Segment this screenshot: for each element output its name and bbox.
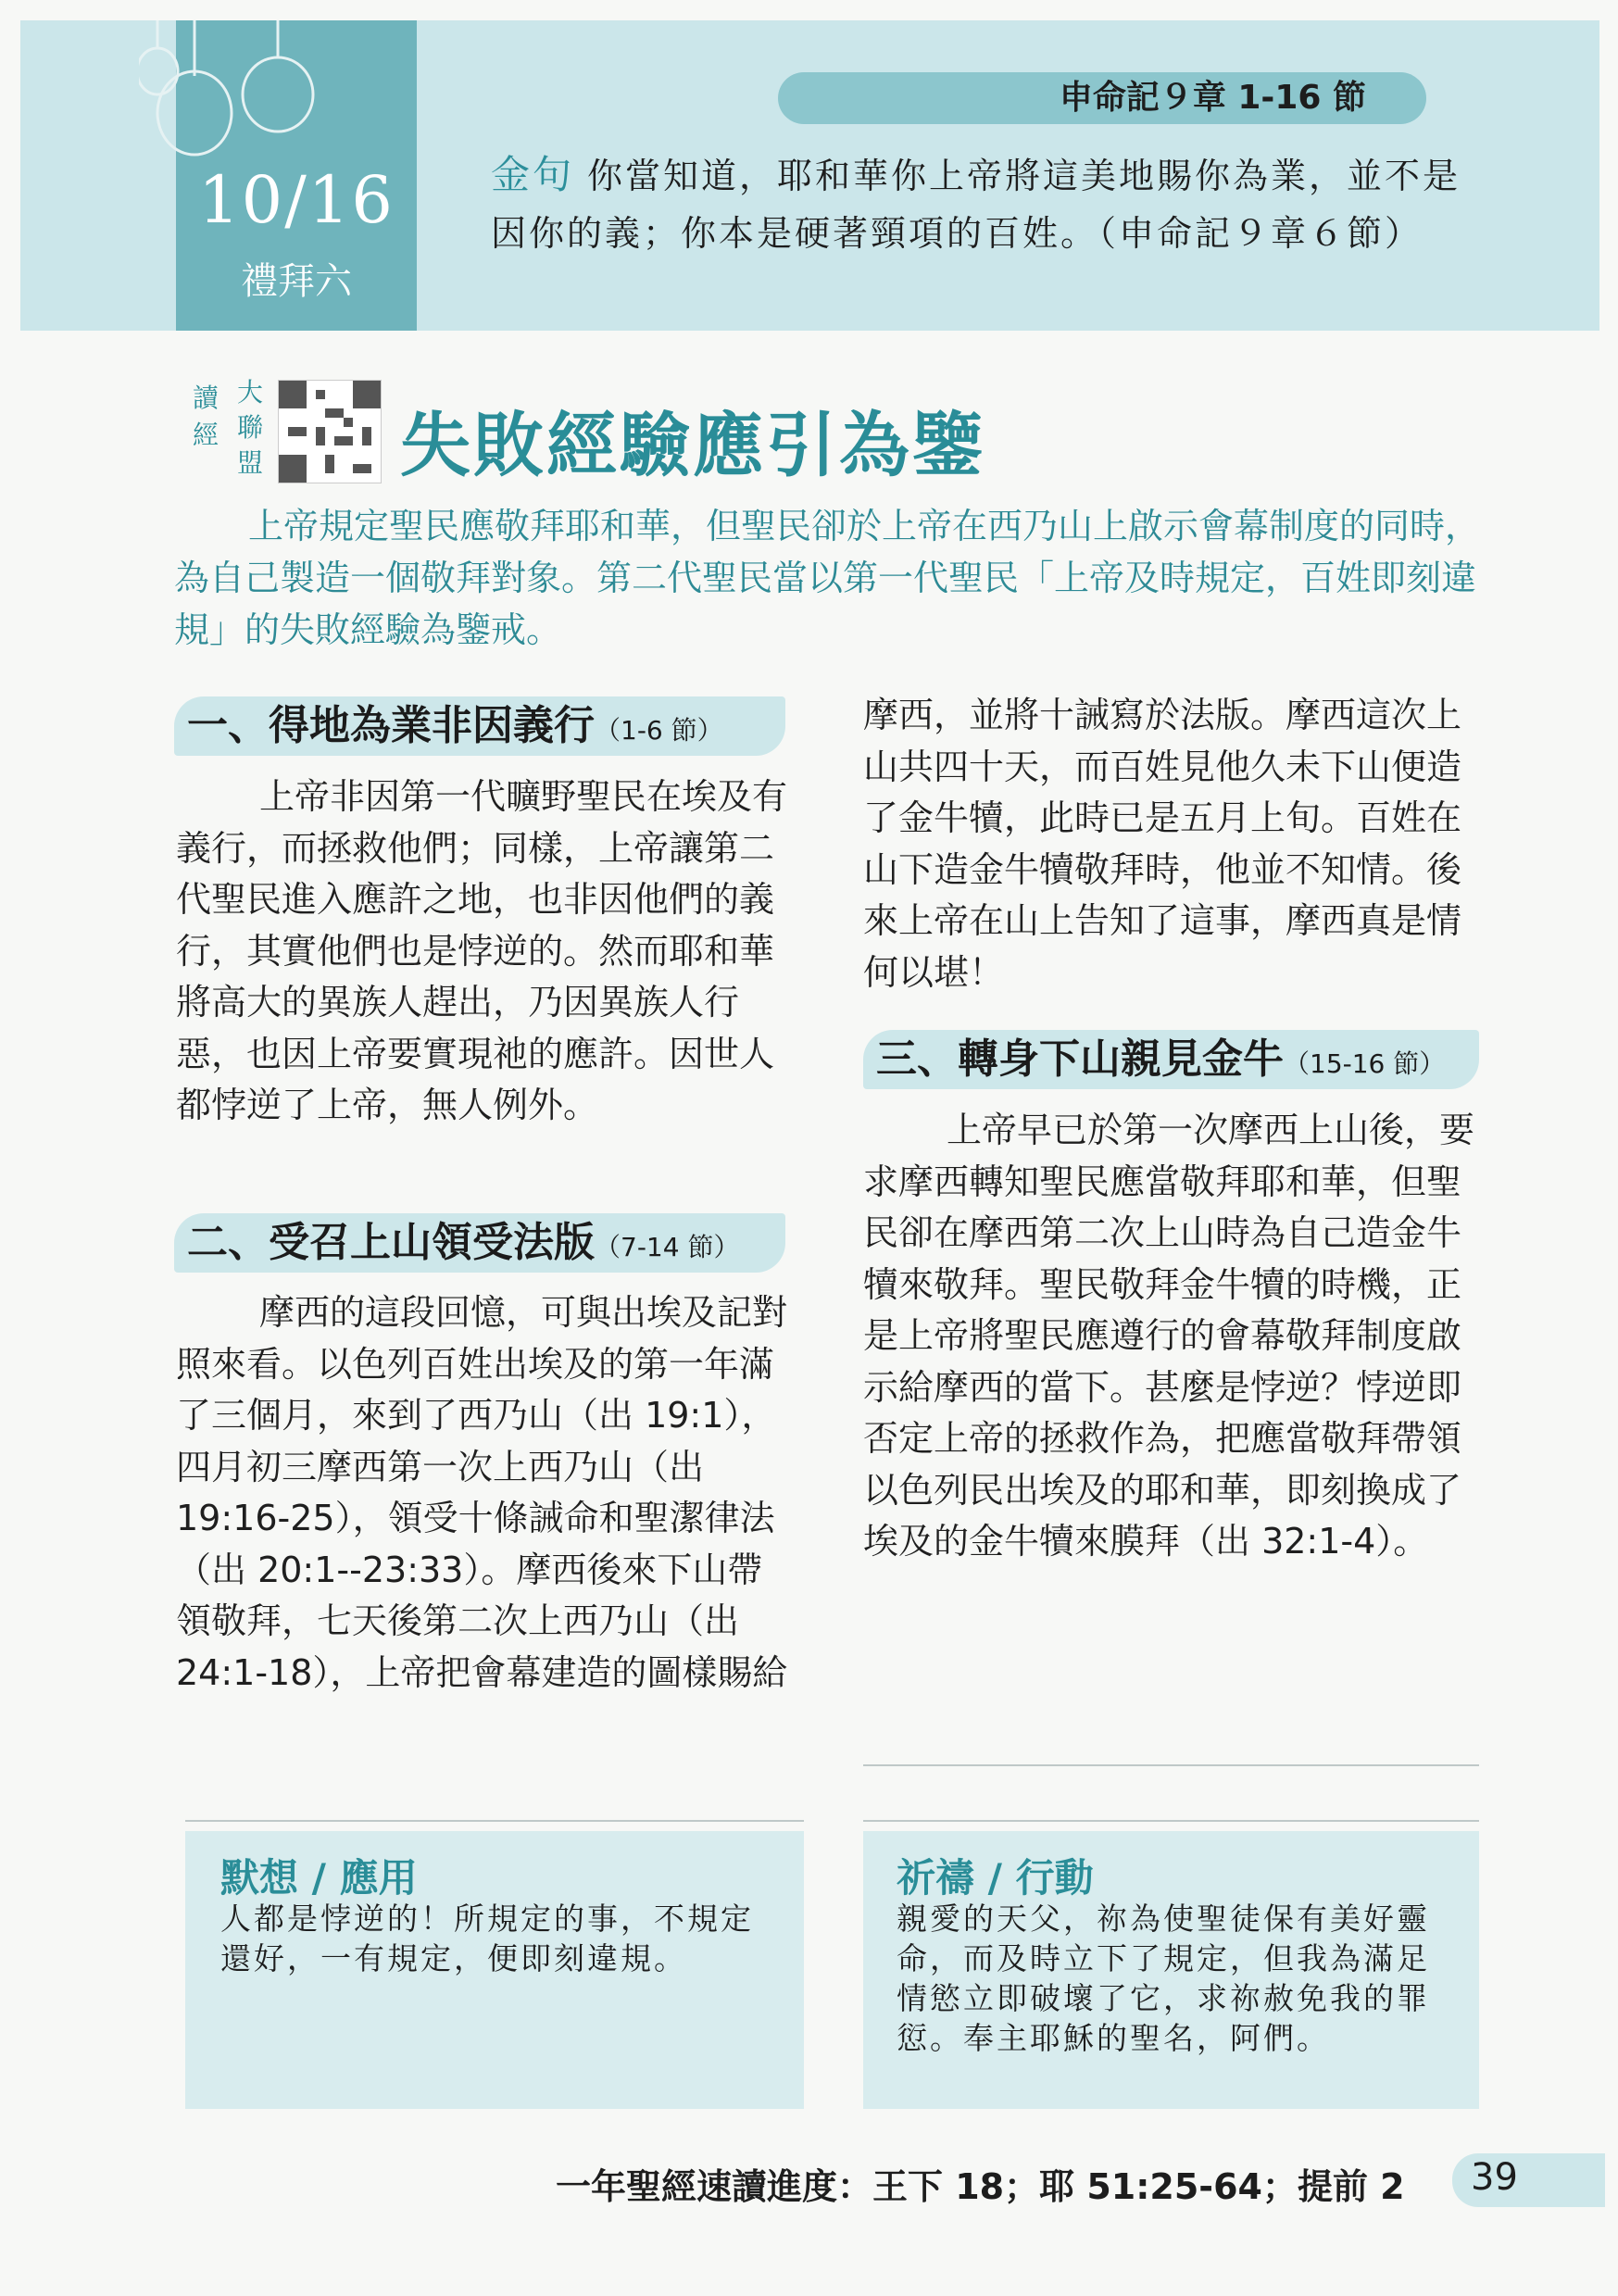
golden-verse bbox=[491, 146, 1486, 262]
section-3-ref: （15-16 節） bbox=[1284, 1048, 1446, 1079]
page-title: 失敗經驗應引為鑒 bbox=[400, 404, 985, 486]
section-3-body: 上帝早已於第一次摩西上山後，要求摩西轉知聖民應當敬拜耶和華，但聖民卻在摩西第二次上山時為自己造金牛犢來敬拜。聖民敬拜金牛犢的時機，正是上帝將聖民應遵行的會幕敬拜制度啟示給摩西的當下。甚麼是悖逆？悖逆即否定上帝的拯救作為，把應當敬拜帶領以色列民出埃及的耶和華，即刻換成了埃及的金牛犢來膜拜（出 32:1-4）。 bbox=[863, 1110, 1475, 1562]
date: 10/16 bbox=[198, 162, 395, 238]
club-label-right: 大聯盟 bbox=[237, 377, 264, 478]
club-label-left: 讀經 bbox=[193, 383, 219, 450]
section-2-heading bbox=[174, 1213, 785, 1273]
section-1-ref: （1-6 節） bbox=[595, 715, 723, 746]
section-2-body: 摩西的這段回憶，可與出埃及記對照來看。以色列百姓出埃及的第一年滿了三個月，來到了西乃山（出 19:1），四月初三摩西第一次上西乃山（出 19:16-25），領受十條誡命和聖潔律法（出 20:1--23:33）。摩西後來下山帶領敬拜，七天後第二次上西乃山（出 24:1-18），上帝把會幕建造的圖樣賜給 bbox=[176, 1292, 788, 1693]
golden-verse-label: 金句 bbox=[491, 152, 575, 197]
divider bbox=[863, 1820, 1479, 1822]
meditation-text: 人都是悖逆的！所規定的事，不規定還好，一有規定，便即刻違規。 bbox=[220, 1901, 754, 1976]
weekday: 禮拜六 bbox=[241, 260, 352, 303]
page-number: 39 bbox=[1471, 2156, 1518, 2199]
section-1-heading bbox=[174, 696, 785, 756]
section-2-title: 二、受召上山領受法版 bbox=[187, 1219, 595, 1266]
prayer-text: 親愛的天父，祢為使聖徒保有美好靈命，而及時立下了規定，但我為滿足情慾立即破壞了它，求祢赦免我的罪愆。奉主耶穌的聖名，阿們。 bbox=[897, 1901, 1430, 2056]
scripture-reference: 申命記９章 1-16 節 bbox=[778, 72, 1426, 124]
section-3-title: 三、轉身下山親見金牛 bbox=[876, 1035, 1284, 1083]
prayer-title: 祈禱 / 行動 bbox=[897, 1855, 1094, 1901]
qr-code-icon[interactable] bbox=[278, 380, 382, 483]
section-3-heading bbox=[863, 1030, 1479, 1089]
reading-progress: 一年聖經速讀進度：王下 18；耶 51:25-64；提前 2 bbox=[556, 2166, 1405, 2207]
divider bbox=[863, 1764, 1479, 1766]
section-2-ref: （7-14 節） bbox=[595, 1232, 740, 1262]
divider bbox=[185, 1820, 804, 1822]
intro-paragraph: 上帝規定聖民應敬拜耶和華，但聖民卻於上帝在西乃山上啟示會幕制度的同時，為自己製造一個敬拜對象。第二代聖民當以第一代聖民「上帝及時規定，百姓即刻違規」的失敗經驗為鑒戒。 bbox=[174, 506, 1481, 650]
section-2-continuation: 摩西，並將十誡寫於法版。摩西這次上山共四十天，而百姓見他久未下山便造了金牛犢，此時已是五月上旬。百姓在山下造金牛犢敬拜時，他並不知情。後來上帝在山上告知了這事，摩西真是情何以堪！ bbox=[863, 695, 1462, 993]
lantern-icon bbox=[139, 20, 324, 159]
section-1-title: 一、得地為業非因義行 bbox=[187, 702, 595, 749]
golden-verse-text: 你當知道，耶和華你上帝將這美地賜你為業，並不是因你的義；你本是硬著頸項的百姓。（申命記９章６節） bbox=[491, 156, 1461, 254]
section-1-body: 上帝非因第一代曠野聖民在埃及有義行，而拯救他們；同樣，上帝讓第二代聖民進入應許之地，也非因他們的義行，其實他們也是悖逆的。然而耶和華將高大的異族人趕出，乃因異族人行惡，也因上帝要實現祂的應許。因世人都悖逆了上帝，無人例外。 bbox=[176, 776, 788, 1125]
meditation-title: 默想 / 應用 bbox=[220, 1855, 418, 1901]
